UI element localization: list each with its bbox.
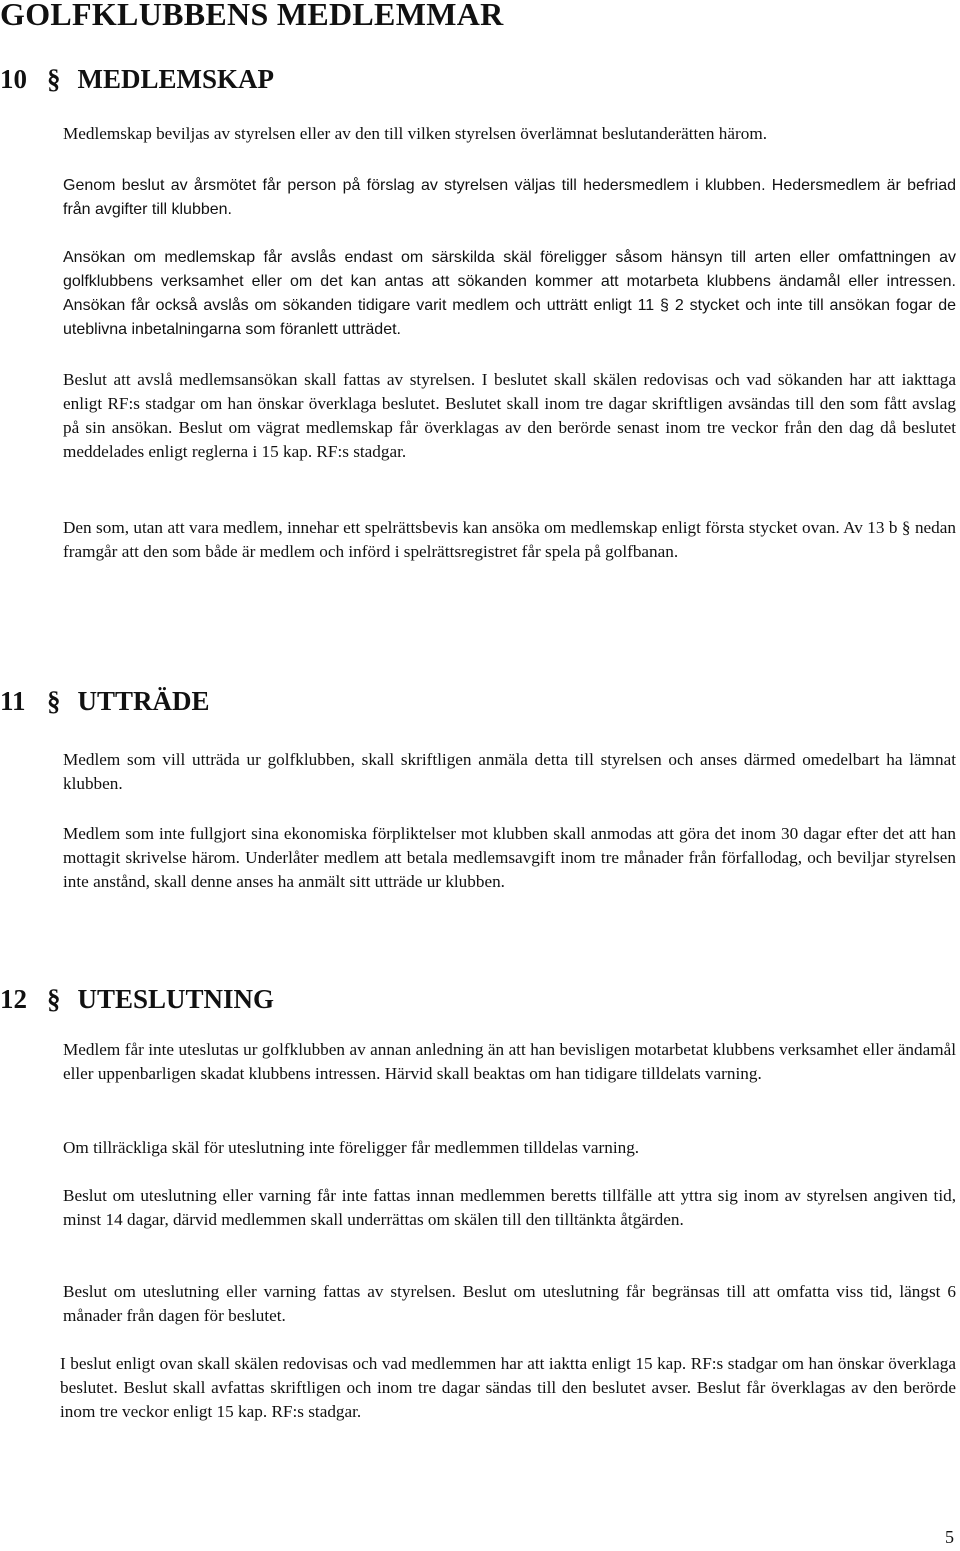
section-sign: §	[47, 64, 61, 94]
section-sign: §	[47, 984, 61, 1014]
paragraph: Om tillräckliga skäl för uteslutning inte föreligger får medlemmen tilldelas varning.	[63, 1138, 640, 1157]
section-number: 11	[0, 686, 26, 716]
paragraph: Ansökan om medlemskap får avslås endast om särskilda skäl föreligger såsom hänsyn till arten eller omfattningen av golfklubbens verksamhet eller om det kan antas att sökanden kommer att motarbeta klubbens ändamål eller intressen. Ansökan får också avslås om sökanden tidigare varit medlem och utträtt enligt 11 § 2 stycket och inte till ansökan fogar de uteblivna inbetalningarna som föranlett utträdet.	[63, 249, 956, 338]
paragraph: Medlemskap beviljas av styrelsen eller av den till vilken styrelsen överlämnat beslutanderätten härom.	[63, 124, 767, 143]
section-heading-12	[0, 984, 274, 1015]
paragraph: Beslut om uteslutning eller varning får inte fattas innan medlemmen beretts tillfälle att yttra sig inom av styrelsen angiven tid, minst 14 dagar, därvid medlemmen skall underrättas om skälen till den tilltänkta åtgärden.	[63, 1186, 956, 1229]
paragraph: Den som, utan att vara medlem, innehar ett spelrättsbevis kan ansöka om medlemskap enligt första stycket ovan. Av 13 b § nedan framgår att den som både är medlem och införd i spelrättsregistret får spela på golfbanan.	[63, 518, 956, 561]
section-title: UTESLUTNING	[77, 984, 275, 1014]
section-heading-11	[0, 686, 210, 717]
paragraph: Genom beslut av årsmötet får person på förslag av styrelsen väljas till hedersmedlem i klubben. Hedersmedlem är befriad från avgifter till klubben.	[63, 177, 956, 218]
paragraph: Medlem som inte fullgjort sina ekonomiska förpliktelser mot klubben skall anmodas att göra det inom 30 dagar efter det att han mottagit skrivelse härom. Underlåter medlem att betala medlemsavgift inom tre månader från förfallodag, och beviljar styrelsen inte anstånd, skall denne anses ha anmält sitt utträde ur klubben.	[63, 824, 956, 891]
document-title: GOLFKLUBBENS MEDLEMMAR	[0, 0, 504, 32]
section-number: 12	[0, 984, 27, 1014]
section-title: MEDLEMSKAP	[77, 64, 275, 94]
paragraph: Beslut om uteslutning eller varning fattas av styrelsen. Beslut om uteslutning får begränsas till att omfatta viss tid, längst 6 månader från dagen för beslutet.	[63, 1282, 956, 1325]
paragraph: Medlem som vill utträda ur golfklubben, skall skriftligen anmäla detta till styrelsen och anses därmed omedelbart ha lämnat klubben.	[63, 750, 956, 793]
section-heading-10	[0, 64, 274, 95]
paragraph: I beslut enligt ovan skall skälen redovisas och vad medlemmen har att iaktta enligt 15 kap. RF:s stadgar om han önskar överklaga beslutet. Beslut skall avfattas skriftligen och inom tre dagar sändas till den beslutet avser. Beslut får överklagas av den berörde inom tre veckor enligt 15 kap. RF:s stadgar.	[60, 1354, 956, 1421]
paragraph: Beslut att avslå medlemsansökan skall fattas av styrelsen. I beslutet skall skälen redovisas och vad sökanden har att iakttaga enligt RF:s stadgar om han önskar överklaga beslutet. Beslutet skall inom tre dagar skriftligen avsändas till den som fått avslag på sin ansökan. Beslut om vägrat medlemskap får överklagas av den berörde senast inom tre veckor från den dag då beslutet meddelades enligt reglerna i 15 kap. RF:s stadgar.	[63, 370, 956, 461]
page-number: 5	[945, 1527, 954, 1547]
section-sign: §	[47, 686, 61, 716]
section-number: 10	[0, 64, 27, 94]
paragraph: Medlem får inte uteslutas ur golfklubben av annan anledning än att han bevisligen motarbetat klubbens verksamhet eller ändamål eller uppenbarligen skadat klubbens intressen. Härvid skall beaktas om han tidigare tilldelats varning.	[63, 1040, 956, 1083]
section-title: UTTRÄDE	[77, 686, 210, 716]
